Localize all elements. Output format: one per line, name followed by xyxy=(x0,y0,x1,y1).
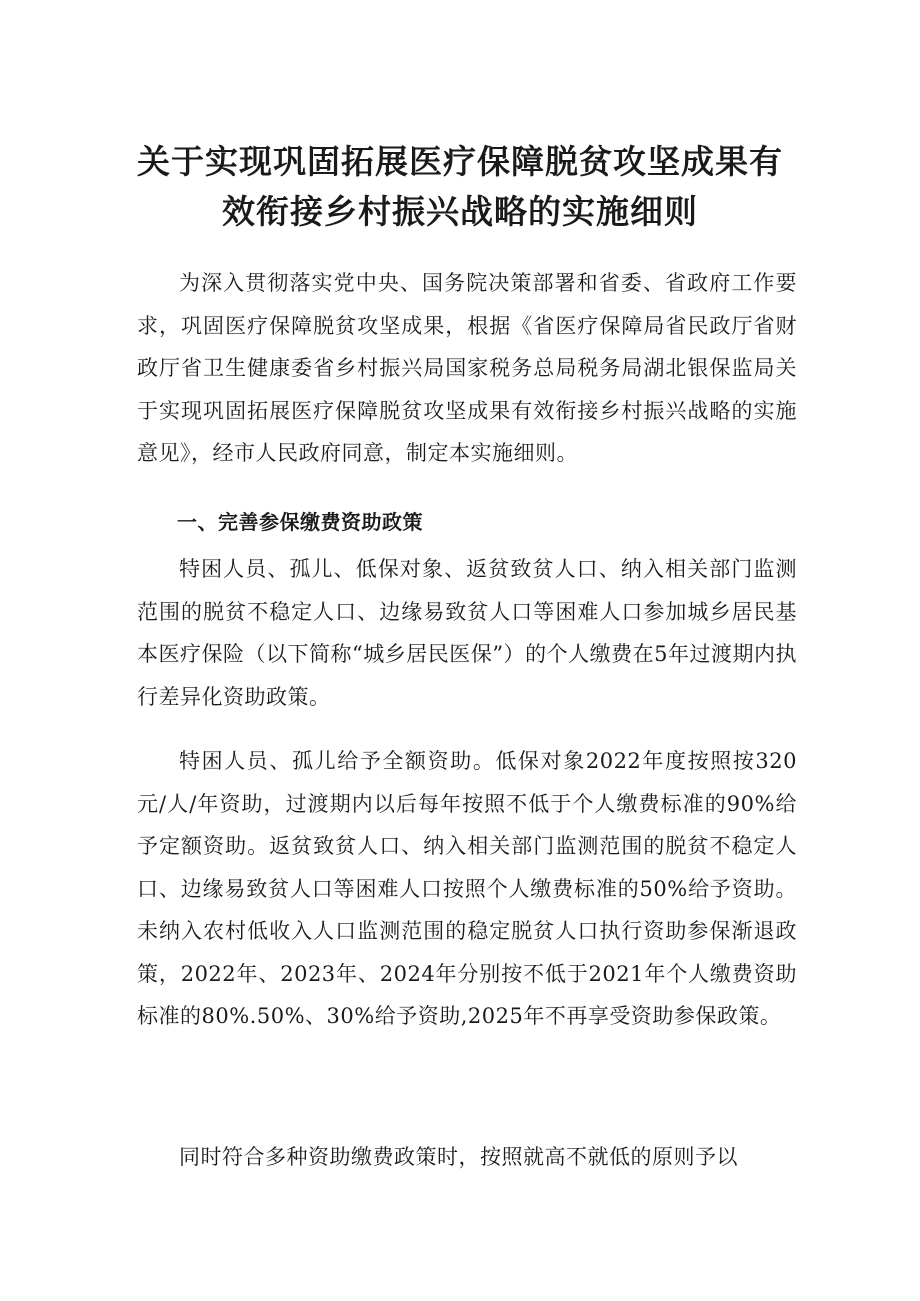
intro-paragraph: 为深入贯彻落实党中央、国务院决策部署和省委、省政府工作要求，巩固医疗保障脱贫攻坚成果，根据《省医疗保障局省民政厅省财政厅省卫生健康委省乡村振兴局国家税务总局税务局湖北银保监局关于实现巩固拓展医疗保障脱贫攻坚成果有效衔接乡村振兴战略的实施意见》，经市人民政府同意，制定本实施细则。 xyxy=(137,271,797,465)
section-1-paragraph-3: 同时符合多种资助缴费政策时，按照就高不就低的原则予以 xyxy=(179,1145,738,1169)
section-1-paragraph-2: 特困人员、孤儿给予全额资助。低保对象2022年度按照按320元/人/年资助，过渡期内以后每年按照不低于个人缴费标准的90%给予定额资助。返贫致贫人口、纳入相关部门监测范围的脱贫不稳定人口、边缘易致贫人口等困难人口按照个人缴费标准的50%给予资助。未纳入农村低收入人口监测范围的稳定脱贫人口执行资助参保渐退政策，2022年、2023年、2024年分别按不低于2021年个人缴费资助标准的80%.50%、30%给予资助,2025年不再享受资助参保政策。 xyxy=(137,749,797,1028)
document-title-line-1: 关于实现巩固拓展医疗保障脱贫攻坚成果有 xyxy=(137,142,783,181)
document-title-line-2: 效衔接乡村振兴战略的实施细则 xyxy=(222,192,698,231)
section-heading-1: 一、完善参保缴费资助政策 xyxy=(177,510,423,534)
section-1-paragraph-1: 特困人员、孤儿、低保对象、返贫致贫人口、纳入相关部门监测范围的脱贫不稳定人口、边缘易致贫人口等困难人口参加城乡居民基本医疗保险（以下简称“城乡居民医保”）的个人缴费在5年过渡期内执行差异化资助政策。 xyxy=(137,557,797,709)
